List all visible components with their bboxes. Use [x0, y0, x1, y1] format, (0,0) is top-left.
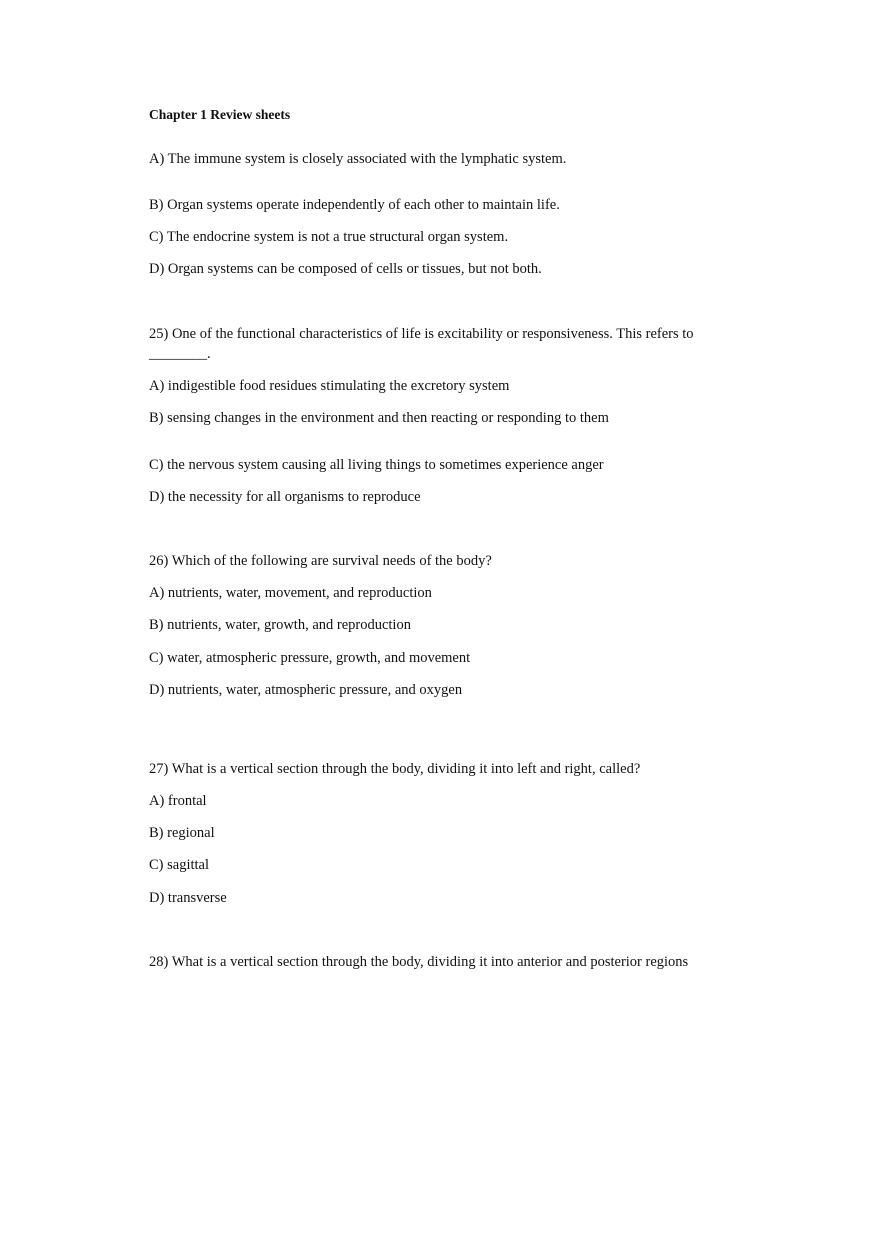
- q25-question-line1: 25) One of the functional characteristics of life is excitability or responsiveness. This refers to: [149, 326, 694, 342]
- q25-question-line2: ________.: [149, 346, 211, 362]
- q24-option-c: C) The endocrine system is not a true structural organ system.: [149, 229, 509, 245]
- q26-option-b: B) nutrients, water, growth, and reproduction: [149, 617, 411, 633]
- q25-option-b: B) sensing changes in the environment and then reacting or responding to them: [149, 410, 609, 426]
- q26-option-a: A) nutrients, water, movement, and reproduction: [149, 585, 432, 601]
- q27-option-a: A) frontal: [149, 793, 207, 809]
- q25-option-a: A) indigestible food residues stimulating the excretory system: [149, 378, 510, 394]
- q25-option-c: C) the nervous system causing all living things to sometimes experience anger: [149, 457, 604, 473]
- q27-option-d: D) transverse: [149, 890, 227, 906]
- q26-option-c: C) water, atmospheric pressure, growth, and movement: [149, 650, 471, 666]
- q24-option-b: B) Organ systems operate independently of each other to maintain life.: [149, 197, 560, 213]
- q24-option-d: D) Organ systems can be composed of cells or tissues, but not both.: [149, 261, 542, 277]
- q25-option-d: D) the necessity for all organisms to reproduce: [149, 489, 421, 505]
- page-title: Chapter 1 Review sheets: [149, 107, 291, 122]
- q27-option-b: B) regional: [149, 825, 215, 841]
- q24-option-a: A) The immune system is closely associated with the lymphatic system.: [149, 151, 567, 167]
- q26-question: 26) Which of the following are survival needs of the body?: [149, 553, 492, 569]
- q27-question: 27) What is a vertical section through the body, dividing it into left and right, called?: [149, 761, 641, 777]
- q28-question: 28) What is a vertical section through the body, dividing it into anterior and posterior regions: [149, 954, 689, 970]
- q26-option-d: D) nutrients, water, atmospheric pressure, and oxygen: [149, 682, 463, 698]
- q27-option-c: C) sagittal: [149, 857, 210, 873]
